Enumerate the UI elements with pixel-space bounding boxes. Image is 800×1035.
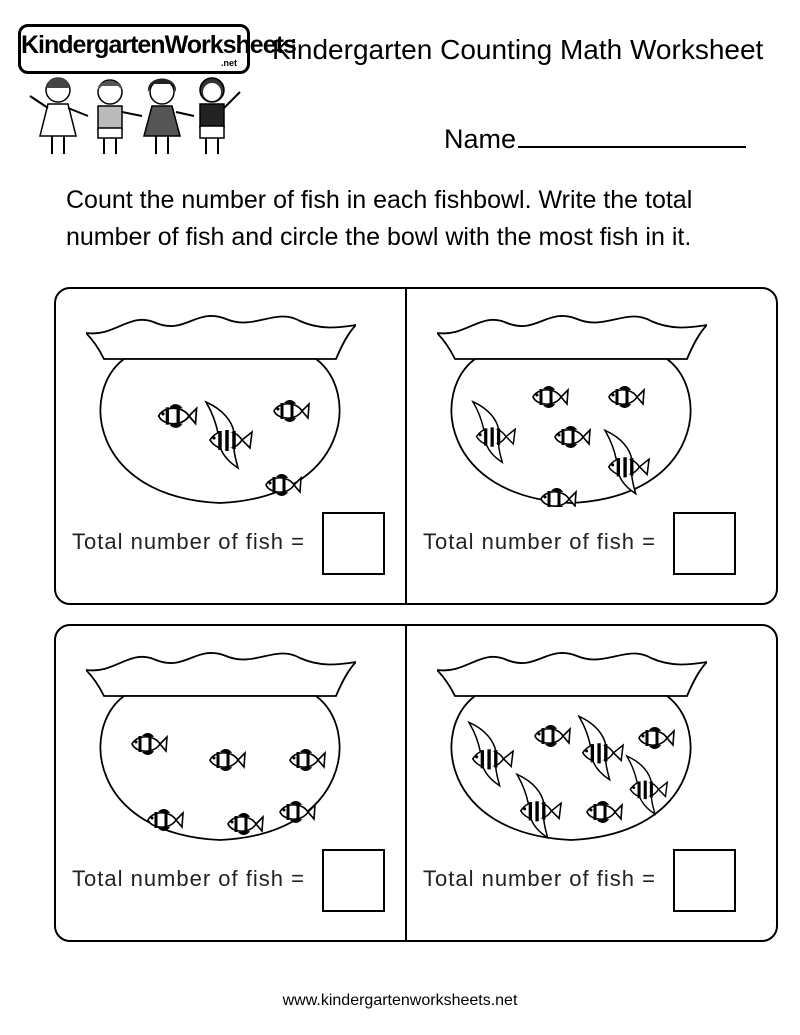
bowl-cell-4[interactable] [407,626,756,940]
fishbowl-panel-top [54,287,778,605]
site-logo [18,10,296,160]
name-label: Name [444,124,517,154]
bowl-cell-3[interactable] [56,626,405,940]
total-label-2: Total number of fish = [423,529,656,554]
answer-box-4[interactable] [673,849,736,912]
total-label-1: Total number of fish = [72,529,305,554]
bowl-cell-1[interactable] [56,289,405,603]
instructions-text: Count the number of fish in each fishbowl. Write the total number of fish and circle the bowl with the most fish in it. [66,186,693,251]
kids-illustration-icon [26,70,246,162]
fishbowl-panel-bottom [54,624,778,942]
logo-sign [18,24,296,74]
answer-box-1[interactable] [322,512,385,575]
name-line[interactable] [518,120,746,148]
fishbowl-3[interactable] [86,644,356,844]
total-label-3: Total number of fish = [72,866,305,891]
fishbowl-1[interactable] [86,307,356,507]
fishbowl-2[interactable] [437,307,707,507]
answer-box-2[interactable] [673,512,736,575]
total-label-4: Total number of fish = [423,866,656,891]
logo-suffix: .net [220,58,237,68]
bowl-cell-2[interactable] [407,289,756,603]
fishbowl-4[interactable] [437,644,707,844]
name-field[interactable] [444,120,746,155]
answer-box-3[interactable] [322,849,385,912]
logo-text: KindergartenWorksheets [21,31,296,59]
worksheet-title: Kindergarten Counting Math Worksheet [272,34,764,65]
footer-url: www.kindergartenworksheets.net [282,992,518,1009]
